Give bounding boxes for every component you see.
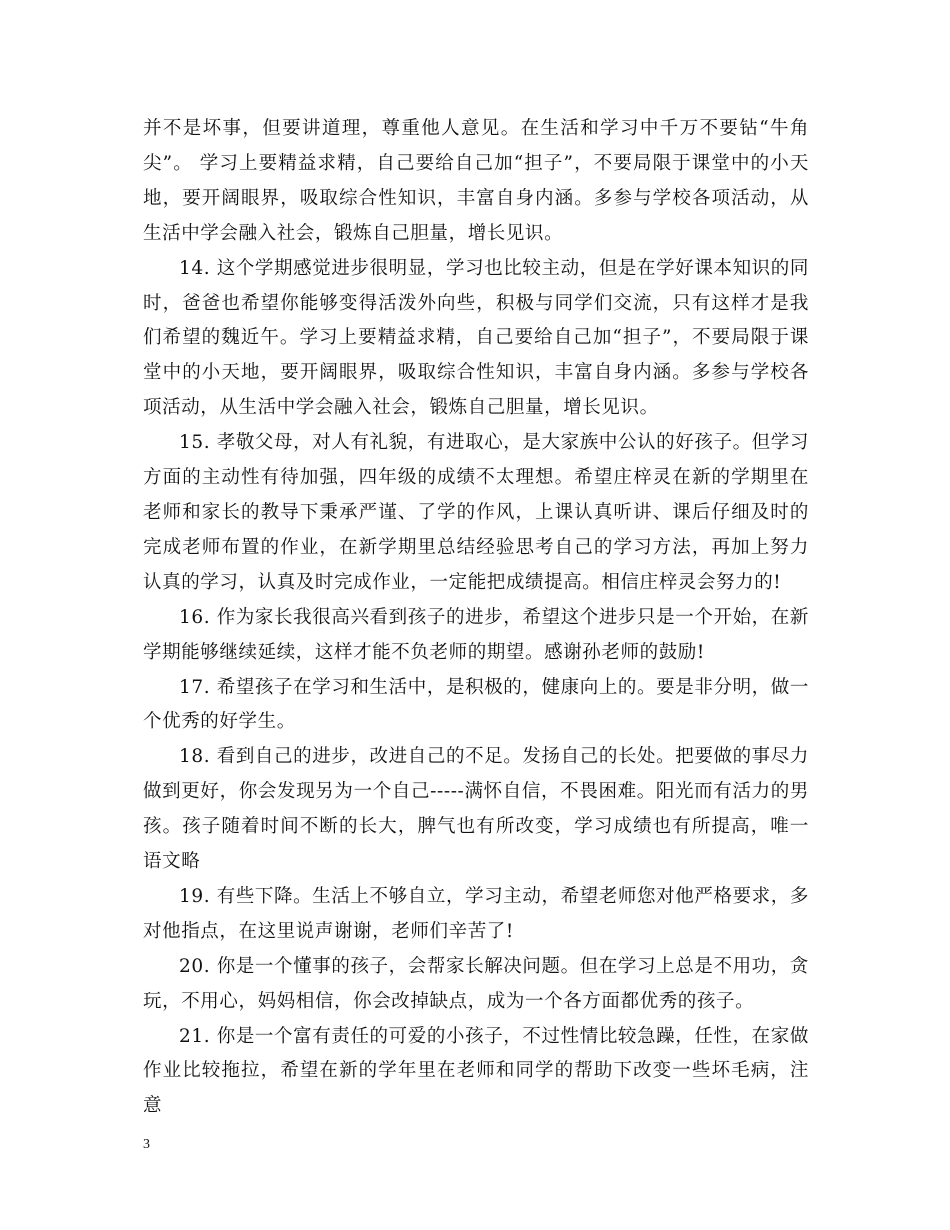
- paragraph-continuation: 并不是坏事，但要讲道理，尊重他人意见。在生活和学习中千万不要钻“牛角尖”。 学习上要精益求精，自己要给自己加“担子”，不要局限于课堂中的小天地，要开阔眼界，吸取综合性知识，丰富自身内涵。多参与学校各项活动，从生活中学会融入社会，锻炼自己胆量，增长见识。: [143, 118, 809, 244]
- paragraph-item-21: 21. 你是一个富有责任的可爱的小孩子，不过性情比较急躁，任性，在家做作业比较拖拉，希望在新的学年里在老师和同学的帮助下改变一些坏毛病，注意: [143, 1025, 809, 1117]
- paragraph-item-20: 20. 你是一个懂事的孩子，会帮家长解决问题。但在学习上总是不用功，贪玩，不用心，妈妈相信，你会改掉缺点，成为一个各方面都优秀的孩子。: [143, 955, 809, 1012]
- page-number: 3: [143, 1137, 150, 1152]
- document-body: [143, 112, 809, 1124]
- paragraph-item-19: 19. 有些下降。生活上不够自立，学习主动，希望老师您对他严格要求，多对他指点，在这里说声谢谢，老师们辛苦了!: [143, 885, 809, 942]
- paragraph-item-14: 14. 这个学期感觉进步很明显，学习也比较主动，但是在学好课本知识的同时，爸爸也希望你能够变得活泼外向些，积极与同学们交流，只有这样才是我们希望的魏近午。学习上要精益求精，自己要给自己加“担子”，不要局限于课堂中的小天地，要开阔眼界，吸取综合性知识，丰富自身内涵。多参与学校各项活动，从生活中学会融入社会，锻炼自己胆量，增长见识。: [143, 257, 809, 419]
- paragraph-item-18: 18. 看到自己的进步，改进自己的不足。发扬自己的长处。把要做的事尽力做到更好，你会发现另为一个自己-----满怀自信，不畏困难。阳光而有活力的男孩。孩子随着时间不断的长大，脾气也有所改变，学习成绩也有所提高，唯一语文略: [143, 746, 809, 873]
- paragraph-item-15: 15. 孝敬父母，对人有礼貌，有进取心，是大家族中公认的好孩子。但学习方面的主动性有待加强，四年级的成绩不太理想。希望庄梓灵在新的学期里在老师和家长的教导下秉承严谨、了学的作风，上课认真听讲、课后仔细及时的完成老师布置的作业，在新学期里总结经验思考自己的学习方法，再加上努力认真的学习，认真及时完成作业，一定能把成绩提高。相信庄梓灵会努力的!: [143, 432, 809, 593]
- paragraph-item-17: 17. 希望孩子在学习和生活中，是积极的，健康向上的。要是非分明，做一个优秀的好学生。: [143, 676, 809, 733]
- paragraph-item-16: 16. 作为家长我很高兴看到孩子的进步，希望这个进步只是一个开始，在新学期能够继续延续，这样才能不负老师的期望。感谢孙老师的鼓励!: [143, 606, 809, 663]
